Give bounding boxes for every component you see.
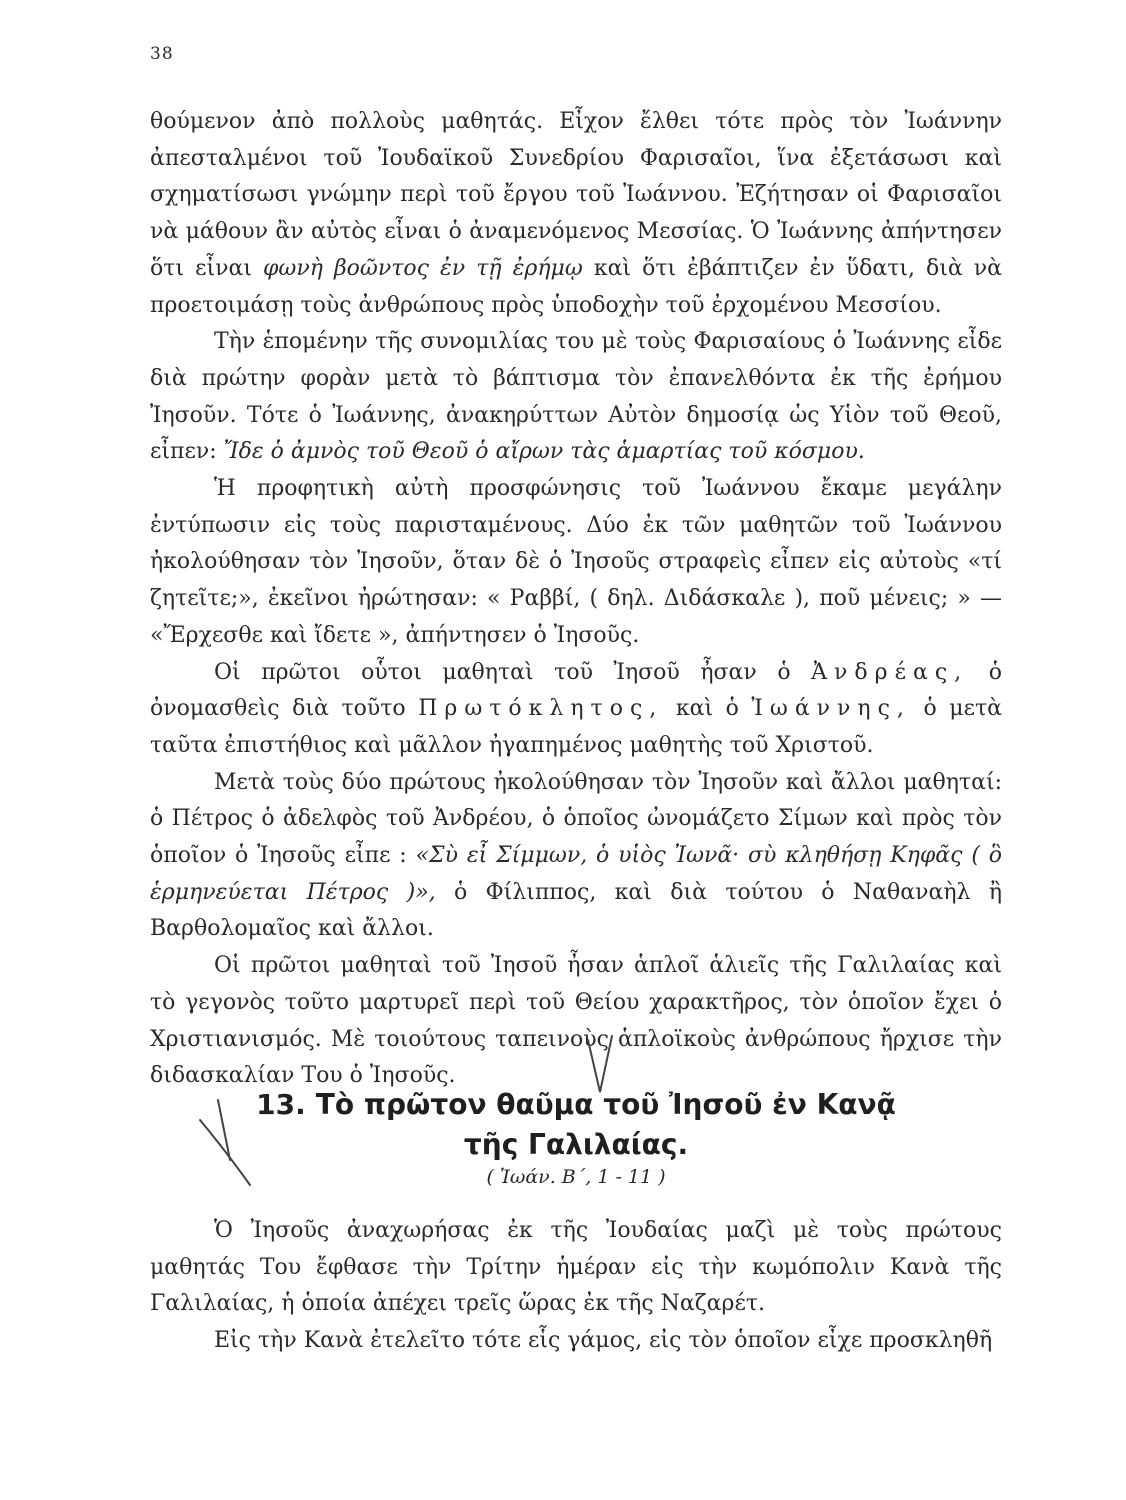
paragraph-4-b: ὁ ὀνομασθεὶς διὰ τοῦτο (150, 659, 1002, 722)
heading-title-1: Τὸ πρῶτον θαῦμα τοῦ Ἰησοῦ ἐν Κανᾷ (315, 1088, 896, 1121)
paragraph-3: Ἡ προφητικὴ αὐτὴ προσφώνησις τοῦ Ἰωάννου ἔκαμε μεγάλην ἐντύπωσιν εἰς τοὺς παρισταμένους. Δύο ἐκ τῶν μαθητῶν τοῦ Ἰωάννου ἠκολούθησαν τὸν Ἰησοῦν, ὅταν δὲ ὁ Ἰησοῦς στραφεὶς εἶπεν εἰς αὐτοὺς «τί ζητεῖτε;», ἐκεῖνοι ἠρώτησαν: « Ραββί, ( δηλ. Διδάσκαλε ), ποῦ μένεις; » — «Ἔρχεσθε καὶ ἴδετε », ἀπήντησεν ὁ Ἰησοῦς. (150, 476, 1002, 648)
paragraph-6: Οἱ πρῶτοι μαθηταὶ τοῦ Ἰησοῦ ἦσαν ἁπλοῖ ἁλιεῖς τῆς Γαλιλαίας καὶ τὸ γεγονὸς τοῦτο μαρτυρεῖ περὶ τοῦ Θείου χαρακτῆρος, τὸν ὁποῖον ἔχει ὁ Χριστιανισμός. Μὲ τοιούτους ταπεινοὺς ἁπλοϊκοὺς ἀνθρώπους ἤρχισε τὴν διδασκαλίαν Του ὁ Ἰησοῦς. (150, 953, 1002, 1089)
section-13-paragraph-2: Εἰς τὴν Κανὰ ἐτελεῖτο τότε εἷς γάμος, εἰς τὸν ὁποῖον εἶχε προσκληθῆ (214, 1328, 993, 1354)
name-andreas: Ἀνδρέας, (811, 659, 969, 685)
paragraph-5-b: ὁ Φίλιππος, καὶ διὰ τούτου ὁ Ναθαναὴλ ἢ Βαρθολομαῖος καὶ ἄλλοι. (150, 879, 1002, 942)
paragraph-5-a: Μετὰ τοὺς δύο πρώτους ἠκολούθησαν τὸν Ἰησοῦν καὶ ἄλλοι μαθηταί: ὁ Πέτρος ὁ ἀδελφὸς τοῦ Ἀνδρέου, ὁ ὁποῖος ὠνομάζετο Σίμων καὶ πρὸς τὸν ὁποῖον ὁ Ἰησοῦς εἶπε : (150, 769, 1002, 869)
paragraph-4-c: καὶ ὁ (675, 696, 739, 722)
section-13-body (150, 1213, 1002, 1360)
quote-voice-in-wilderness: φωνὴ βοῶντος ἐν τῇ ἐρήμῳ (263, 255, 583, 281)
paragraph-1-text: θούμενον ἀπὸ πολλοὺς μαθητάς. Εἶχον ἔλθει τότε πρὸς τὸν Ἰωάννην ἀπεσταλμένοι τοῦ Ἰουδαϊκοῦ Συνεδρίου Φαρισαῖοι, ἵνα ἐξετάσωσι καὶ σχηματίσωσι γνώμην περὶ τοῦ ἔργου τοῦ Ἰωάννου. Ἐζήτησαν οἱ Φαρισαῖοι νὰ μάθουν ἂν αὐτὸς εἶναι ὁ ἀναμενόμενος Μεσσίας. Ὁ Ἰωάννης ἀπήντησεν ὅτι εἶναι (150, 109, 1002, 281)
paragraph-1-end: καὶ ὅτι ἐβάπτιζεν ἐν ὕδατι, διὰ νὰ προετοιμάσῃ τοὺς ἀνθρώπους πρὸς ὑποδοχὴν τοῦ ἐρχομένου Μεσσίου. (150, 255, 1003, 318)
paragraph-4-a: Οἱ πρῶτοι οὗτοι μαθηταὶ τοῦ Ἰησοῦ ἦσαν ὁ (214, 659, 791, 685)
section-13-paragraph-1: Ὁ Ἰησοῦς ἀναχωρήσας ἐκ τῆς Ἰουδαίας μαζὶ μὲ τοὺς πρώτους μαθητάς Του ἔφθασε τὴν Τρίτην ἡμέραν εἰς τὴν κωμόπολιν Κανὰ τῆς Γαλιλαίας, ἡ ὁποία ἀπέχει τρεῖς ὥρας ἐκ τῆς Ναζαρέτ. (150, 1218, 1002, 1317)
quote-simon-peter: «Σὺ εἶ Σίμμων, ὁ υἱὸς Ἰωνᾶ· σὺ κληθήσῃ Κηφᾶς ( ὃ ἑρμηνεύεται Πέτρος )», (150, 843, 1002, 905)
scripture-reference: ( Ἰωάν. Β΄, 1 - 11 ) (486, 1166, 666, 1188)
heading-line-1 (150, 1085, 1002, 1125)
section-13-heading (150, 1085, 1002, 1165)
paragraph-2-text: Τὴν ἑπομένην τῆς συνομιλίας του μὲ τοὺς Φαρισαίους ὁ Ἰωάννης εἶδε διὰ πρώτην φορὰν μετὰ τὸ βάπτισμα τὸν ἐπανελθόντα ἐκ τῆς ἐρήμου Ἰησοῦν. Τότε ὁ Ἰωάννης, ἀνακηρύττων Αὐτὸν δημοσίᾳ ὡς Υἱὸν τοῦ Θεοῦ, εἶπεν: (150, 329, 1002, 465)
name-ioannes: Ἰωάννης, (751, 696, 911, 722)
page-number: 38 (150, 44, 174, 64)
heading-line-2: τῆς Γαλιλαίας. (463, 1128, 689, 1161)
check-mark-1 (588, 1036, 612, 1092)
section-number: 13. (256, 1088, 306, 1121)
quote-lamb-of-god: Ἴδε ὁ ἀμνὸς τοῦ Θεοῦ ὁ αἴρων τὰς ἁμαρτίας τοῦ κόσμου. (223, 439, 865, 465)
name-protokletos: Πρωτόκλητος, (418, 696, 664, 722)
paragraph-4-d: ὁ μετὰ ταῦτα ἐπιστήθιος καὶ μᾶλλον ἠγαπημένος μαθητὴς τοῦ Χριστοῦ. (150, 696, 1002, 758)
